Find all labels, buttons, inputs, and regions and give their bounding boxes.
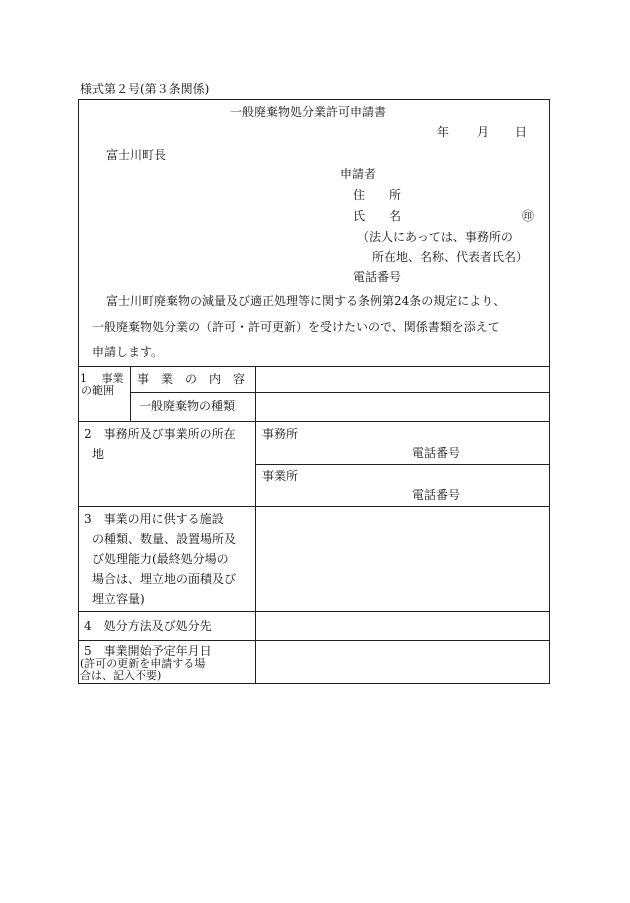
facility-label-line2: の種類、数量、設置場所及 (92, 532, 237, 546)
facility-label-line5: 埋立容量) (92, 592, 145, 606)
site-phone-label: 電話番号 (412, 488, 461, 502)
scope-divider-rule (130, 392, 550, 393)
corp-note-line1: （法人にあっては、事務所の (357, 230, 513, 244)
start-date-label-line3: 合は、記入不要) (80, 669, 162, 682)
date-day-label: 日 (515, 125, 528, 139)
date-year-label: 年 (437, 125, 450, 139)
body-line-1: 富士川町廃棄物の減量及び適正処理等に関する条例第24条の規定により、 (106, 294, 506, 308)
business-content-label: 事 業 の 内 容 (137, 372, 246, 386)
applicant-heading: 申請者 (340, 167, 377, 181)
office-phone-label: 電話番号 (412, 446, 461, 460)
disposal-method-label: 4 処分方法及び処分先 (84, 619, 212, 633)
start-date-label-line2: (許可の更新を申請する場 (80, 657, 206, 670)
table-top-rule (78, 366, 550, 367)
section4-top-rule (78, 611, 550, 612)
body-line-3: 申請します。 (92, 345, 164, 359)
office-label: 事務所 (262, 427, 299, 441)
waste-type-label: 一般廃棄物の種類 (139, 399, 236, 413)
form-title: 一般廃棄物処分業許可申請書 (230, 105, 387, 119)
location-label-line1: 2 事務所及び事業所の所在 (84, 427, 236, 441)
body-line-2: 一般廃棄物処分業の（許可・許可更新）を受けたいので、関係書類を添えて (92, 320, 500, 334)
form-label: 様式第２号(第３条関係) (80, 82, 210, 96)
applicant-phone-label: 電話番号 (353, 270, 402, 284)
section2-top-rule (78, 421, 550, 422)
seal-mark: ㊞ (522, 209, 535, 223)
section5-top-rule (78, 640, 550, 641)
scope-inner-vrule (130, 366, 131, 421)
facility-label-line3: び処理能力(最終処分場の (92, 552, 229, 566)
site-label: 事業所 (262, 469, 299, 483)
scope-label-line1: 1 事業 (80, 372, 124, 385)
section3-top-rule (78, 506, 550, 507)
facility-label-line1: 3 事業の用に供する施設 (84, 512, 224, 526)
facility-label-line4: 場合は、埋立地の面積及び (92, 572, 237, 586)
start-date-label-line1: 5 事業開始予定年月日 (84, 644, 212, 658)
section2-mid-rule (255, 464, 550, 465)
addressee: 富士川町長 (106, 148, 167, 162)
corp-note-line2: 所在地、名称、代表者氏名） (372, 250, 529, 264)
scope-label-line2: の範囲 (81, 384, 114, 397)
applicant-address-label: 住 所 (353, 188, 402, 202)
date-month-label: 月 (477, 125, 490, 139)
table-center-vrule (255, 366, 256, 684)
applicant-name-label: 氏 名 (353, 209, 402, 223)
location-label-line2: 地 (92, 447, 105, 461)
